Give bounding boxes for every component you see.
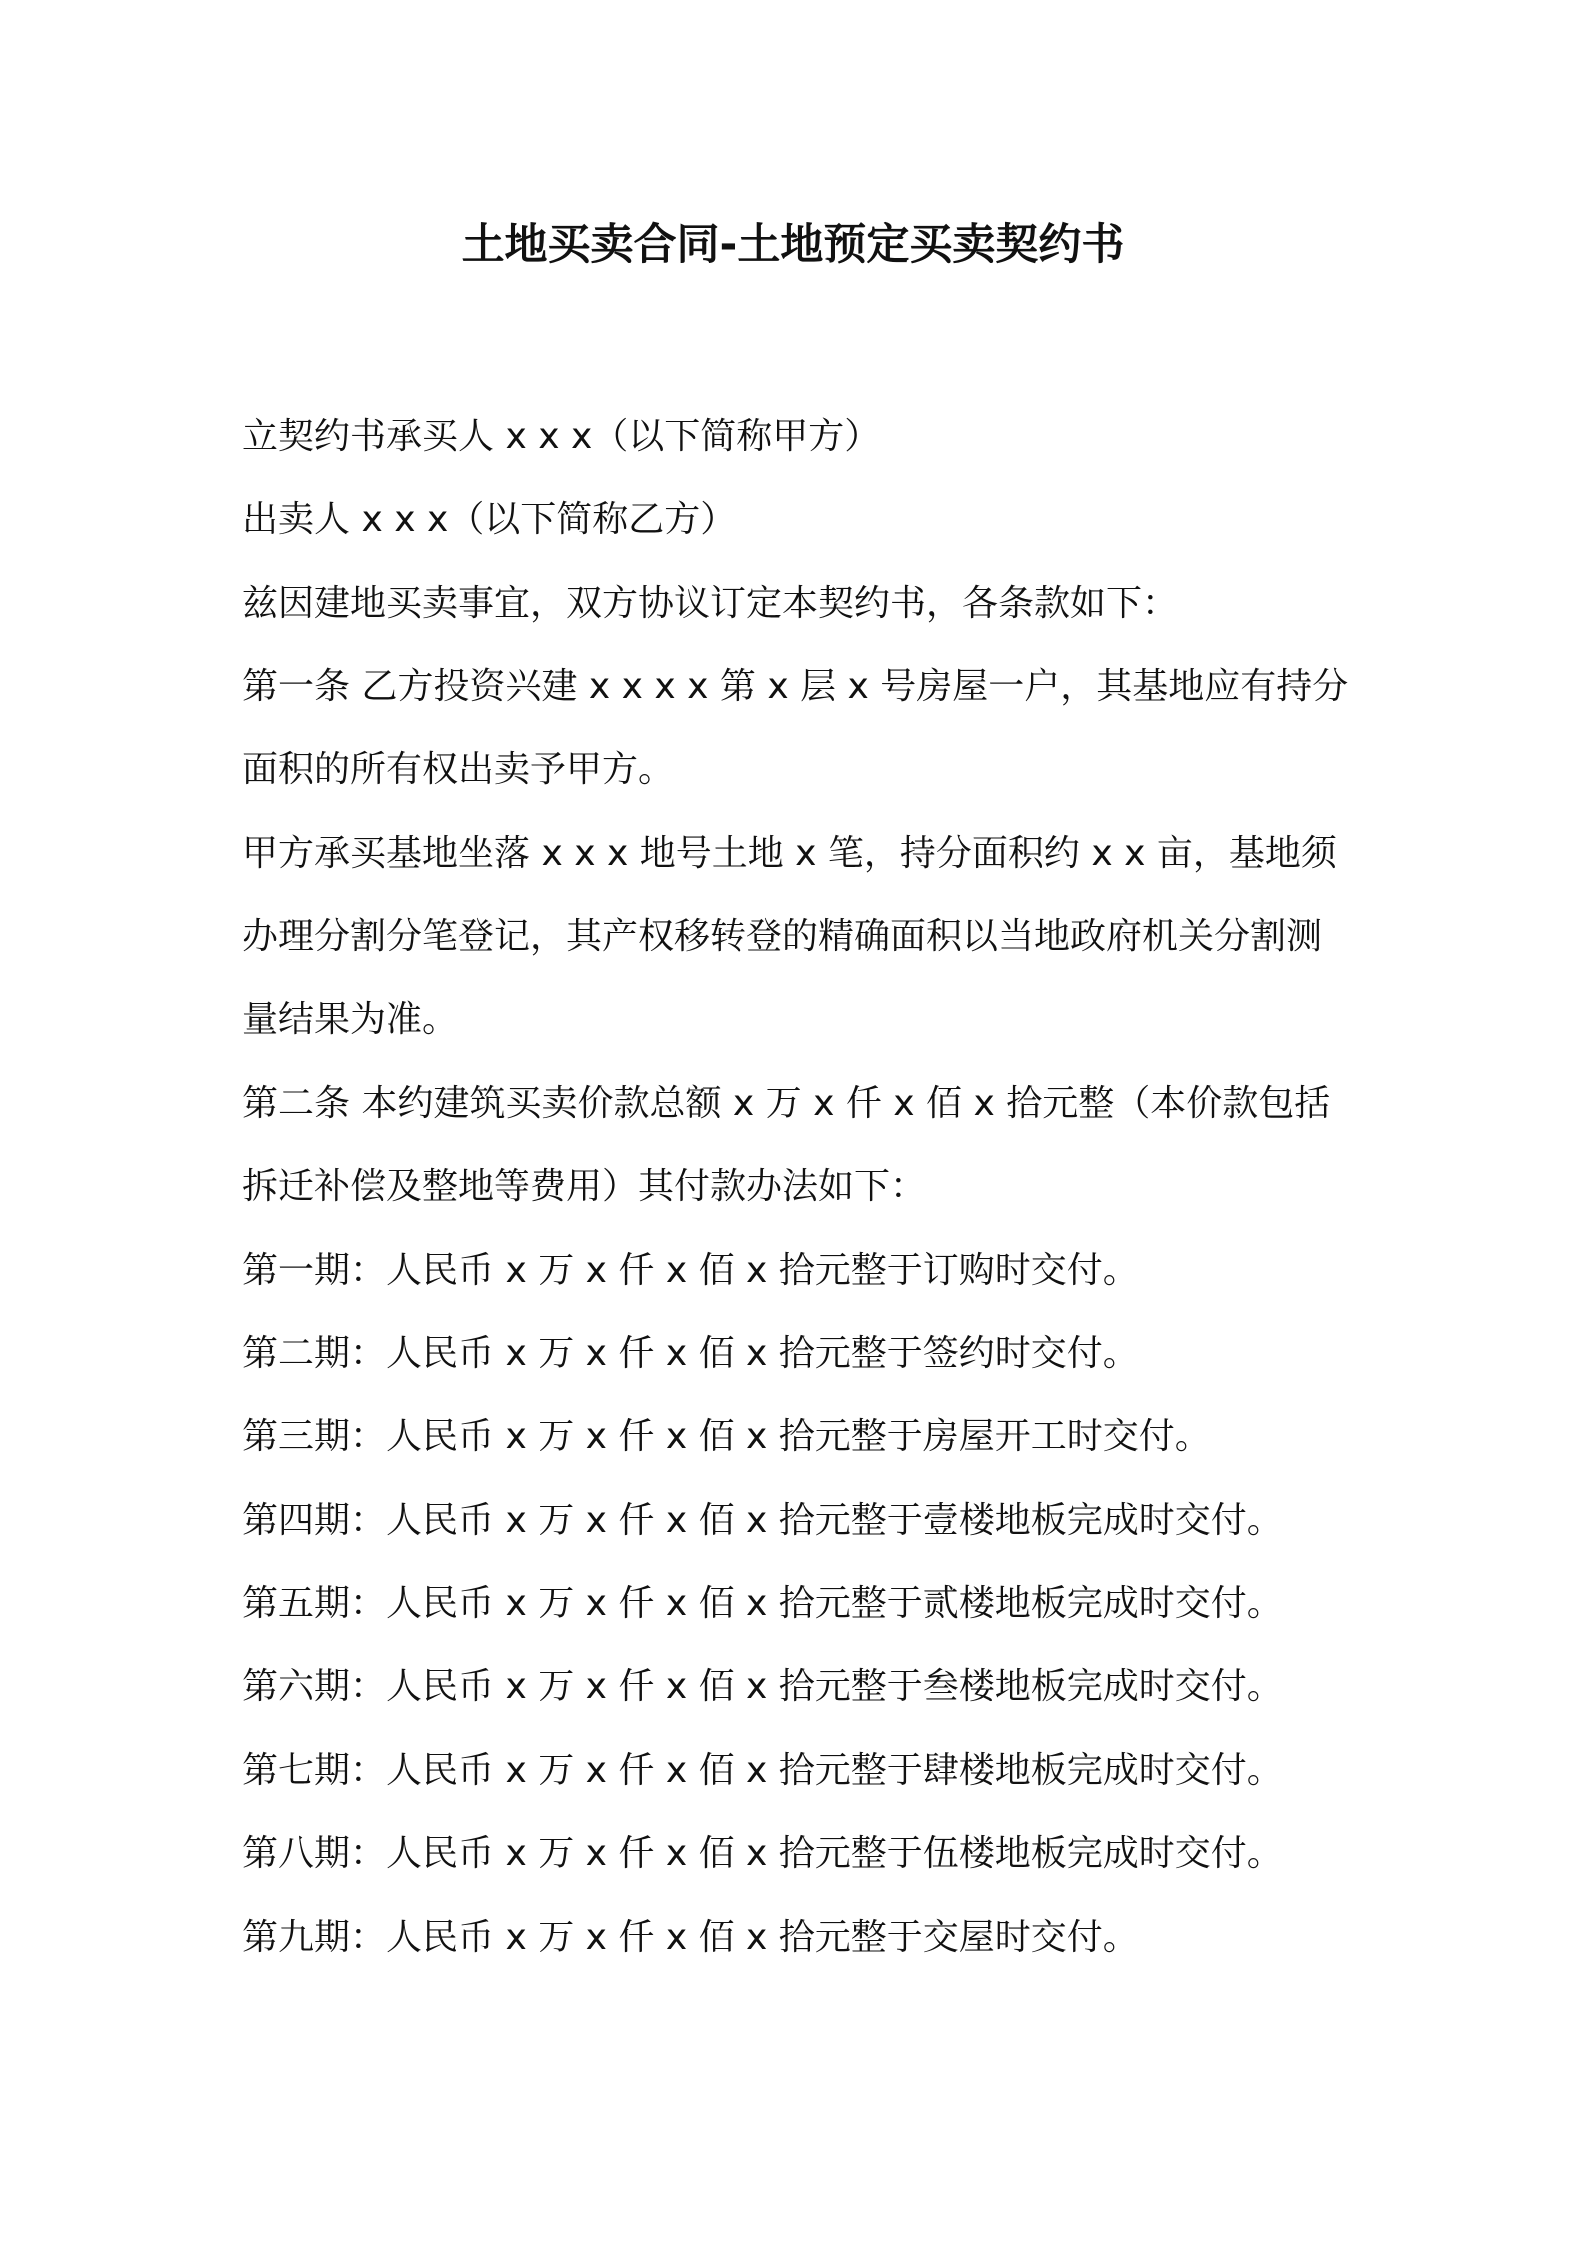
paragraph-buyer: 立契约书承买人 x x x（以下简称甲方） <box>242 416 881 457</box>
land-paragraph-line-1: 甲方承买基地坐落 x x x 地号土地 x 笔，持分面积约 x x 亩，基地须 <box>242 833 1337 874</box>
article-2-line-2: 拆迁补偿及整地等费用）其付款办法如下： <box>242 1166 927 1207</box>
land-paragraph-line-2: 办理分割分笔登记，其产权移转登的精确面积以当地政府机关分割测 <box>242 916 1323 957</box>
payment-period-8: 第八期：人民币 x 万 x 仟 x 佰 x 拾元整于伍楼地板完成时交付。 <box>242 1833 1283 1874</box>
payment-period-3: 第三期：人民币 x 万 x 仟 x 佰 x 拾元整于房屋开工时交付。 <box>242 1416 1211 1457</box>
paragraph-intro: 兹因建地买卖事宜，双方协议订定本契约书，各条款如下： <box>242 583 1179 624</box>
payment-period-1: 第一期：人民币 x 万 x 仟 x 佰 x 拾元整于订购时交付。 <box>242 1250 1139 1291</box>
payment-period-6: 第六期：人民币 x 万 x 仟 x 佰 x 拾元整于叁楼地板完成时交付。 <box>242 1666 1283 1707</box>
payment-period-7: 第七期：人民币 x 万 x 仟 x 佰 x 拾元整于肆楼地板完成时交付。 <box>242 1750 1283 1791</box>
document-title: 土地买卖合同-土地预定买卖契约书 <box>461 220 1125 270</box>
payment-period-2: 第二期：人民币 x 万 x 仟 x 佰 x 拾元整于签约时交付。 <box>242 1333 1139 1374</box>
payment-period-9: 第九期：人民币 x 万 x 仟 x 佰 x 拾元整于交屋时交付。 <box>242 1917 1139 1958</box>
paragraph-seller: 出卖人 x x x（以下简称乙方） <box>242 499 737 540</box>
payment-period-4: 第四期：人民币 x 万 x 仟 x 佰 x 拾元整于壹楼地板完成时交付。 <box>242 1500 1283 1541</box>
land-paragraph-line-3: 量结果为准。 <box>242 999 459 1040</box>
article-1-line-2: 面积的所有权出卖予甲方。 <box>242 749 675 790</box>
article-2-line-1: 第二条 本约建筑买卖价款总额 x 万 x 仟 x 佰 x 拾元整（本价款包括 <box>242 1083 1331 1124</box>
article-1-line-1: 第一条 乙方投资兴建 x x x x 第 x 层 x 号房屋一户，其基地应有持分 <box>242 666 1349 707</box>
payment-period-5: 第五期：人民币 x 万 x 仟 x 佰 x 拾元整于贰楼地板完成时交付。 <box>242 1583 1283 1624</box>
